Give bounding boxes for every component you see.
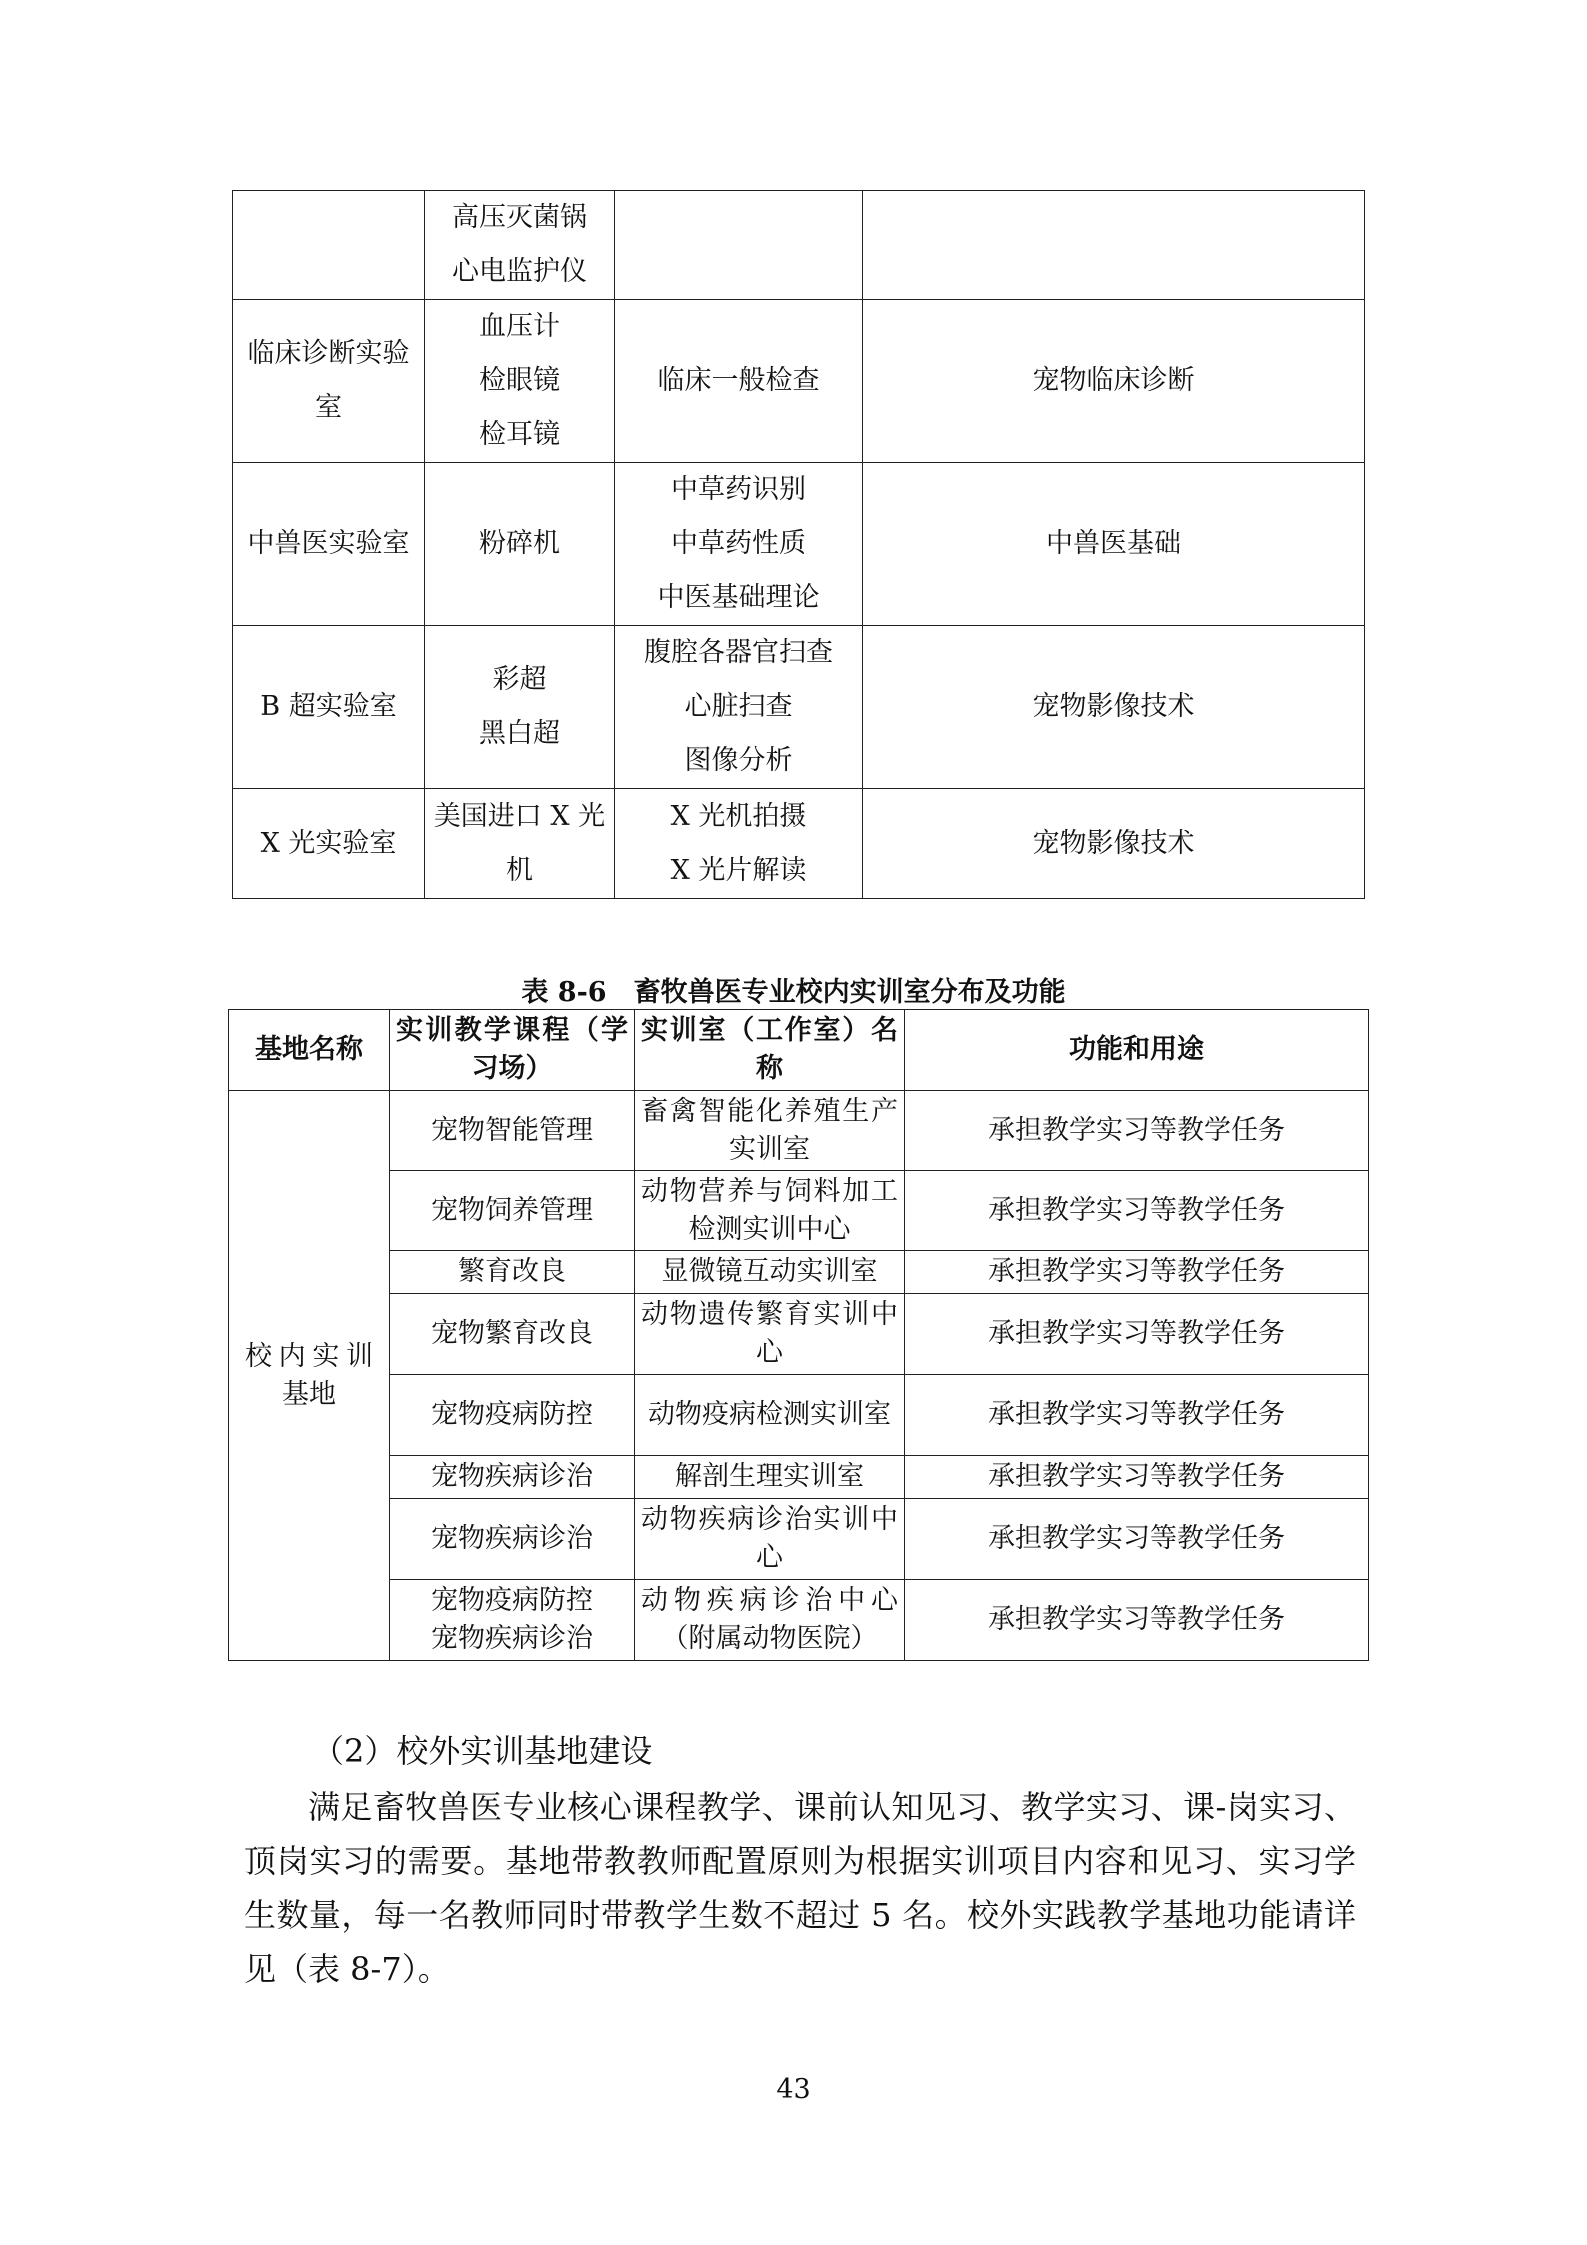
function-cell: 承担教学实习等教学任务 [905, 1456, 1369, 1499]
course-cell: 宠物临床诊断 [863, 300, 1365, 463]
course-cell: 宠物疾病诊治 [390, 1456, 635, 1499]
page-number: 43 [776, 2074, 811, 2105]
course-cell: 繁育改良 [390, 1251, 635, 1294]
equipment-cell: 彩超 黑白超 [425, 626, 615, 789]
course-cell: 宠物疫病防控 宠物疾病诊治 [390, 1580, 635, 1661]
room-cell: 动物营养与饲料加工检测实训中心 [635, 1171, 905, 1251]
project-cell [615, 191, 863, 300]
table-row [233, 626, 1365, 789]
room-cell: 动物疾病诊治实训中心 [635, 1499, 905, 1580]
table-row [229, 1375, 1369, 1456]
table-header-row [229, 1010, 1369, 1091]
course-cell [863, 191, 1365, 300]
lab-name-cell: X 光实验室 [233, 789, 425, 899]
room-cell: 解剖生理实训室 [635, 1456, 905, 1499]
function-cell: 承担教学实习等教学任务 [905, 1091, 1369, 1171]
room-cell: 畜禽智能化养殖生产实训室 [635, 1091, 905, 1171]
table-caption: 表 8-6 畜牧兽医专业校内实训室分布及功能 [521, 977, 1066, 1008]
training-room-table [228, 1009, 1369, 1661]
equipment-table [232, 190, 1365, 899]
course-cell: 宠物影像技术 [863, 789, 1365, 899]
header-base-name: 基地名称 [229, 1010, 390, 1091]
table-row [229, 1171, 1369, 1251]
section-heading: （2）校外实训基地建设 [312, 1732, 653, 1770]
lab-name-cell: B 超实验室 [233, 626, 425, 789]
function-cell: 承担教学实习等教学任务 [905, 1580, 1369, 1661]
table-row [229, 1456, 1369, 1499]
project-cell: 腹腔各器官扫查 心脏扫查 图像分析 [615, 626, 863, 789]
table-row [229, 1499, 1369, 1580]
course-cell: 宠物智能管理 [390, 1091, 635, 1171]
function-cell: 承担教学实习等教学任务 [905, 1499, 1369, 1580]
base-name-cell: 校内实训基地 [229, 1091, 390, 1661]
section-paragraph: 满足畜牧兽医专业核心课程教学、课前认知见习、教学实习、课-岗实习、顶岗实习的需要。基地带教教师配置原则为根据实训项目内容和见习、实习学生数量，每一名教师同时带教学生数不超过 5 名。校外实践教学基地功能请详见（表 8-7）。 [244, 1788, 1356, 1988]
function-cell: 承担教学实习等教学任务 [905, 1251, 1369, 1294]
table-row [233, 300, 1365, 463]
lab-name-cell: 临床诊断实验室 [233, 300, 425, 463]
room-cell: 动物疾病诊治中心（附属动物医院） [635, 1580, 905, 1661]
equipment-cell: 粉碎机 [425, 463, 615, 626]
project-cell: X 光机拍摄 X 光片解读 [615, 789, 863, 899]
course-cell: 宠物影像技术 [863, 626, 1365, 789]
equipment-cell: 高压灭菌锅 心电监护仪 [425, 191, 615, 300]
header-course: 实训教学课程（学习场） [390, 1010, 635, 1091]
room-cell: 动物疫病检测实训室 [635, 1375, 905, 1456]
header-room: 实训室（工作室）名称 [635, 1010, 905, 1091]
equipment-cell: 血压计 检眼镜 检耳镜 [425, 300, 615, 463]
table-row [229, 1251, 1369, 1294]
project-cell: 临床一般检查 [615, 300, 863, 463]
project-cell: 中草药识别 中草药性质 中医基础理论 [615, 463, 863, 626]
course-cell: 中兽医基础 [863, 463, 1365, 626]
course-cell: 宠物疫病防控 [390, 1375, 635, 1456]
header-function: 功能和用途 [905, 1010, 1369, 1091]
lab-name-cell [233, 191, 425, 300]
table-row [229, 1294, 1369, 1375]
table-row [229, 1091, 1369, 1171]
room-cell: 动物遗传繁育实训中心 [635, 1294, 905, 1375]
function-cell: 承担教学实习等教学任务 [905, 1171, 1369, 1251]
lab-name-cell: 中兽医实验室 [233, 463, 425, 626]
function-cell: 承担教学实习等教学任务 [905, 1375, 1369, 1456]
table-row [233, 191, 1365, 300]
room-cell: 显微镜互动实训室 [635, 1251, 905, 1294]
table-row [233, 463, 1365, 626]
course-cell: 宠物繁育改良 [390, 1294, 635, 1375]
function-cell: 承担教学实习等教学任务 [905, 1294, 1369, 1375]
course-cell: 宠物饲养管理 [390, 1171, 635, 1251]
equipment-cell: 美国进口 X 光机 [425, 789, 615, 899]
course-cell: 宠物疾病诊治 [390, 1499, 635, 1580]
table-row [229, 1580, 1369, 1661]
table-row [233, 789, 1365, 899]
